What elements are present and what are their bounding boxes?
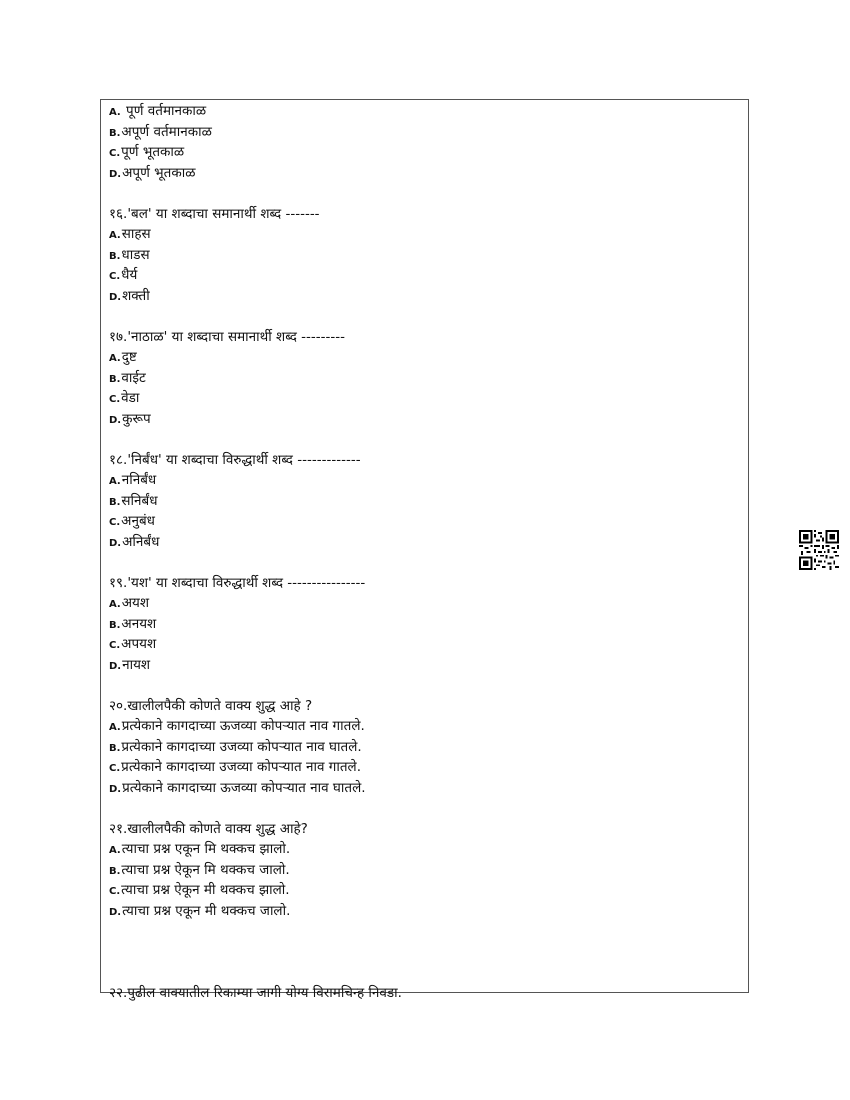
- option-d: D.प्रत्येकाने कागदाच्या ऊजव्या कोपऱ्यात नाव घातले.: [109, 779, 366, 796]
- option-b: B.अनयश: [109, 615, 157, 632]
- option-d: D.कुरूप: [109, 410, 151, 427]
- spacer: [109, 675, 740, 696]
- option-a: A.दुष्ट: [109, 349, 137, 365]
- spacer: [109, 306, 740, 327]
- spacer: [109, 962, 740, 983]
- option-a: A.त्याचा प्रश्न एकून मि थक्कच झालो.: [109, 841, 291, 857]
- option-d: D.अपूर्ण भूतकाळ: [109, 164, 196, 181]
- option-a: A.प्रत्येकाने कागदाच्या ऊजव्या कोपऱ्यात नाव गातले.: [109, 718, 365, 734]
- option-b: B.वाईट: [109, 369, 146, 386]
- question-16: १६.'बल' या शब्दाचा समानार्थी शब्द -------: [109, 205, 320, 222]
- option-a: A.साहस: [109, 226, 151, 242]
- question-22: २२.पुढील वाक्यातील रिकाम्या जागी योग्य विरामचिन्ह निवडा.: [109, 984, 402, 1001]
- option-b: B.त्याचा प्रश्न ऐकून मि थक्कच जालो.: [109, 861, 290, 878]
- option-b: B.धाडस: [109, 246, 150, 263]
- option-b: B.प्रत्येकाने कागदाच्या उजव्या कोपऱ्यात नाव घातले.: [109, 738, 362, 755]
- option-d: D.त्याचा प्रश्न एकून मी थक्कच जालो.: [109, 902, 291, 919]
- option-c: C.अनुबंध: [109, 513, 155, 529]
- option-c: C.पूर्ण भूतकाळ: [109, 144, 185, 160]
- option-a: A. पूर्ण वर्तमानकाळ: [109, 103, 207, 119]
- question-17: १७.'नाठाळ' या शब्दाचा समानार्थी शब्द ---------: [109, 328, 346, 345]
- question-18: १८.'निर्बंध' या शब्दाचा विरुद्धार्थी शब्द -------------: [109, 451, 361, 468]
- option-a: A.ननिर्बंध: [109, 472, 157, 488]
- qr-code-icon: [799, 530, 839, 570]
- option-d: D.नायश: [109, 656, 151, 673]
- question-20: २०.खालीलपैकी कोणते वाक्य शुद्ध आहे ?: [109, 697, 313, 714]
- spacer: [109, 798, 740, 819]
- spacer: [109, 429, 740, 450]
- option-c: C.त्याचा प्रश्न ऐकून मी थक्कच झालो.: [109, 882, 290, 898]
- spacer: [109, 921, 740, 962]
- option-a: A.अयश: [109, 595, 150, 611]
- option-b: B.सनिर्बंध: [109, 492, 158, 509]
- question-19: १९.'यश' या शब्दाचा विरुद्धार्थी शब्द ----------------: [109, 574, 366, 591]
- option-c: C.प्रत्येकाने कागदाच्या उजव्या कोपऱ्यात नाव गातले.: [109, 759, 361, 775]
- question-paper-frame: [100, 99, 749, 1001]
- spacer: [109, 552, 740, 573]
- option-c: C.वेडा: [109, 390, 140, 406]
- option-c: C.धैर्य: [109, 267, 138, 283]
- option-b: B.अपूर्ण वर्तमानकाळ: [109, 123, 212, 140]
- option-d: D.शक्ती: [109, 287, 150, 304]
- option-c: C.अपयश: [109, 636, 157, 652]
- spacer: [109, 183, 740, 204]
- question-content: [109, 101, 740, 1003]
- question-21: २१.खालीलपैकी कोणते वाक्य शुद्ध आहे?: [109, 820, 308, 837]
- option-d: D.अनिर्बंध: [109, 533, 160, 550]
